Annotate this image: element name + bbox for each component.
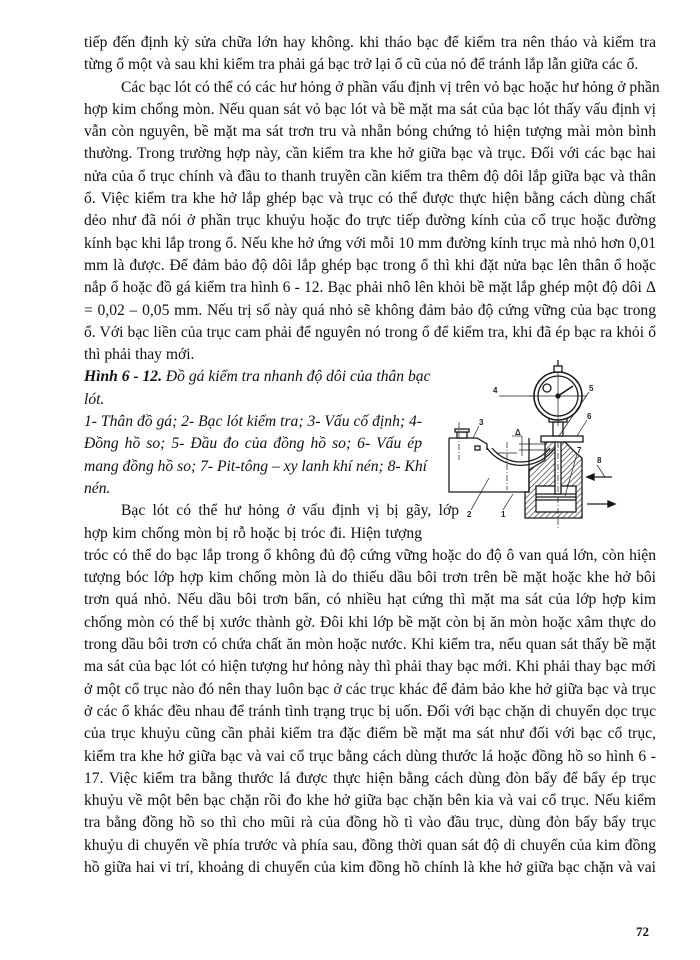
text-line: Bạc lót có thể hư hỏng ở vấu định vị bị gãy, lớp bbox=[121, 502, 459, 520]
page-number: 72 bbox=[636, 924, 649, 939]
text-line: trong dầu bôi trơn có chứa chất ăn mòn hoặc nước. Khi kiểm tra, nếu quan sát thấy bề mặt bbox=[84, 636, 656, 654]
text-line: mm là được. Để đảm bảo độ dôi lắp ghép bạc trong ổ thì khi đặt nửa bạc lên thân ổ hoặc bbox=[84, 256, 656, 274]
text-line: nắp ổ hoặc đồ gá kiểm tra hình 6 - 12. Bạc phải nhô lên khỏi bề mặt lắp ghép một độ dôi Δ bbox=[84, 279, 656, 297]
text-line: kiểm tra khe hở giữa bạc và vai cổ trục bằng cách dùng thước lá hoặc đồng hồ so hình 6 - bbox=[84, 747, 656, 765]
text-line: của trục khuỷu cũng cần phải kiểm tra đặc điểm bề mặt ma sát như đối với bạc cổ trục, bbox=[84, 725, 656, 743]
text-line: khuỷu về một bên bạc chặn rồi đo khe hở giữa bạc chặn bên kia và vai cổ trục. Nếu kiểm bbox=[84, 792, 656, 810]
text-line: ổ. Việc kiểm tra khe hở lắp ghép bạc và trục có thể được thực hiện bằng cách dùng chất bbox=[84, 190, 656, 208]
figure-legend-line: 1- Thân đồ gá; 2- Bạc lót kiểm tra; 3- Vấu cố định; 4- bbox=[84, 413, 422, 431]
figure-caption-title: Hình 6 - 12. Đồ gá kiểm tra nhanh độ dôi của thân bạc bbox=[84, 368, 431, 386]
text-line: chống mòn có thể bị xước thành gờ. Đôi khi lớp bề mặt còn bị ăn mòn hoặc xâm thực do bbox=[84, 613, 656, 631]
text-line: từng ổ một và sau khi kiểm tra phải gá bạc trở lại ổ cũ của nó để tránh lắp lẫn giữa các ổ. bbox=[84, 56, 639, 74]
figure-6-12-fixture-diagram bbox=[437, 360, 652, 540]
text-line: trơn quá nhỏ. Nếu dầu bôi trơn bẩn, có nhiều hạt cứng thì mặt ma sát của lớp hợp kim bbox=[84, 591, 656, 609]
text-line: tra bằng đồng hồ so thì cho mũi rà của đồng hồ tì vào đầu trục, dùng đòn bẩy bẩy trục bbox=[84, 814, 656, 832]
text-line: hợp kim chống mòn bị rỗ hoặc bị tróc đi. Hiện tượng bbox=[84, 524, 422, 542]
text-line: ổ. Với bạc liền của trục cam phải để nguyên nó trong ổ để kiểm tra, khi đã ép bạc ra khỏi ổ bbox=[84, 323, 656, 341]
figure-label-7: 7 bbox=[577, 446, 582, 455]
text-line: hồ giữa hai vi trí, khoảng di chuyển của kim đồng hồ chính là khe hở giữa bạc chặn và vai bbox=[84, 858, 656, 876]
text-line: khuỷu di chuyển về phía trước và phía sau, đồng thời quan sát độ di chuyển của kim đồng bbox=[84, 836, 656, 854]
text-line: dẻo như đã nói ở phần trục khuỷu hoặc đo trực tiếp đường kính của cổ trục hoặc đường bbox=[84, 212, 656, 230]
text-line: thường. Trong trường hợp này, cần kiểm tra khe hở giữa bạc và trục. Đối với các bạc hai bbox=[84, 145, 656, 163]
text-line: = 0,02 – 0,05 mm. Nếu trị số này quá nhỏ sẽ không đảm bảo độ cứng vững của bạc trong bbox=[84, 301, 656, 319]
figure-label-6: 6 bbox=[587, 412, 592, 421]
figure-label-1: 1 bbox=[501, 510, 506, 519]
text-line: nửa của ổ trục chính và đầu to thanh truyền cần kiểm tra thêm độ dôi lắp giữa bạc và thân bbox=[84, 167, 656, 185]
text-line: ở các ổ khác đều nhau để tránh tình trạng trục bị uốn. Đối với bạc chặn di chuyển dọc trục bbox=[84, 702, 656, 720]
figure-legend-line: mang đồng hồ so; 7- Pit-tông – xy lanh khí nén; 8- Khí bbox=[84, 457, 428, 475]
figure-label-delta: Δ bbox=[515, 428, 521, 437]
figure-label-4: 4 bbox=[493, 386, 498, 395]
figure-label-8: 8 bbox=[597, 456, 602, 465]
figure-label-3: 3 bbox=[479, 418, 484, 427]
text-line: ma sát của bạc lót có hiện tượng hư hỏng này thì phải thay bạc mới. Khi phải thay bạc mới bbox=[84, 658, 656, 676]
text-line: kính bạc khi lắp trong ổ. Nếu khe hở ứng với mỗi 10 mm đường kính trục mà nhỏ hơn 0,01 bbox=[84, 234, 656, 252]
text-line: hợp kim chống mòn. Nếu quan sát vỏ bạc lót và bề mặt ma sát của bạc lót thấy vấu định vị bbox=[84, 100, 656, 118]
figure-label-2: 2 bbox=[467, 510, 472, 519]
text-line: thì phải thay mới. bbox=[84, 346, 195, 364]
text-line: vẫn còn nguyên, bề mặt ma sát trơn tru và nhẵn bóng chứng tỏ hiện tượng mài mòn bình bbox=[84, 123, 656, 141]
figure-legend-line: Đồng hồ so; 5- Đầu đo của đồng hồ so; 6- Vấu ép bbox=[84, 435, 422, 453]
text-line: tróc có thể do bạc lắp trong ổ không đủ độ cứng vững hoặc do độ ô van quá lớn, còn hiện bbox=[84, 546, 656, 564]
figure-label-5: 5 bbox=[589, 384, 594, 393]
text-line: Các bạc lót có thể có các hư hỏng ở phần vấu định vị trên vỏ bạc hoặc hư hỏng ở phần bbox=[121, 78, 660, 96]
figure-number: Hình 6 - 12. bbox=[84, 368, 162, 386]
text-line: ở một cổ trục nào đó nên thay luôn bạc ở các trục khác để đảm bảo khe hở giữa bạc và trục bbox=[84, 680, 656, 698]
figure-legend-line: nén. bbox=[84, 479, 111, 497]
text-line: 17. Việc kiểm tra bằng thước lá được thực hiện bằng cách dùng đòn bẩy để bẩy ép trục bbox=[84, 769, 656, 787]
text-line: tiếp đến định kỳ sửa chữa lớn hay không. khi tháo bạc để kiểm tra nên tháo và kiểm tra bbox=[84, 34, 656, 51]
figure-caption-title: lót. bbox=[84, 390, 105, 408]
text-line: tượng bóc lớp hợp kim chống mòn là do thiếu dầu bôi trơn trên bề mặt hoặc khe hở bôi bbox=[84, 569, 656, 587]
